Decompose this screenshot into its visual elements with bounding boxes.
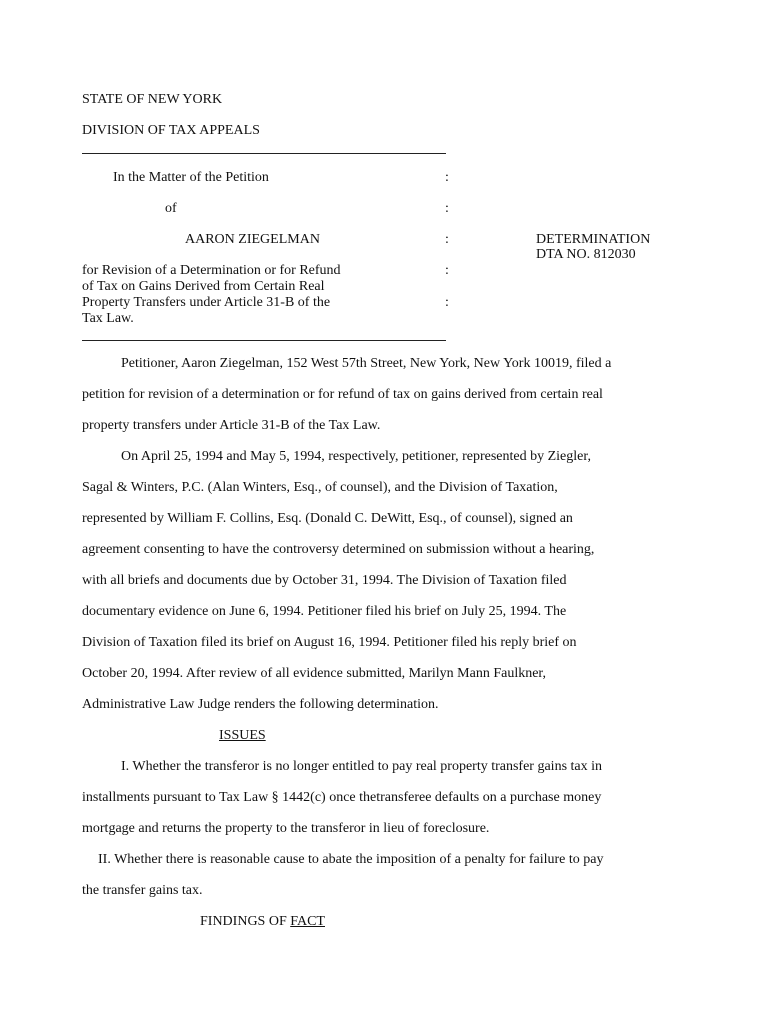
caption-colon: : (445, 295, 449, 310)
paragraph-line: Division of Taxation filed its brief on August 16, 1994. Petitioner filed his reply brief on (82, 635, 577, 650)
paragraph-line: documentary evidence on June 6, 1994. Petitioner filed his brief on July 25, 1994. The (82, 604, 567, 619)
issue-line: I. Whether the transferor is no longer entitled to pay real property transfer gains tax in (121, 759, 603, 774)
caption-matter: In the Matter of the Petition (113, 170, 269, 185)
petitioner-name: AARON ZIEGELMAN (185, 232, 320, 247)
paragraph-line: Petitioner, Aaron Ziegelman, 152 West 57th Street, New York, New York 10019, filed a (121, 356, 612, 371)
caption-colon: : (445, 170, 449, 185)
findings-heading-underlined: FACT (290, 914, 325, 929)
dta-number: DTA NO. 812030 (536, 247, 636, 262)
issue-line: the transfer gains tax. (82, 883, 203, 898)
paragraph-line: property transfers under Article 31-B of the Tax Law. (82, 418, 381, 433)
caption-purpose-line: Property Transfers under Article 31-B of the (82, 295, 331, 310)
caption-colon: : (445, 263, 449, 278)
paragraph-line: petition for revision of a determination or for refund of tax on gains derived from certain real (82, 387, 603, 402)
caption-purpose-line: of Tax on Gains Derived from Certain Real (82, 279, 325, 294)
paragraph-line: On April 25, 1994 and May 5, 1994, respectively, petitioner, represented by Ziegler, (121, 449, 591, 464)
issues-heading: ISSUES (219, 728, 266, 743)
caption-of: of (165, 201, 177, 216)
caption-bottom-rule (82, 340, 446, 341)
caption-colon: : (445, 201, 449, 216)
determination-label: DETERMINATION (536, 232, 651, 247)
state-heading: STATE OF NEW YORK (82, 92, 223, 107)
division-heading: DIVISION OF TAX APPEALS (82, 123, 260, 138)
issue-line: mortgage and returns the property to the transferor in lieu of foreclosure. (82, 821, 490, 836)
caption-colon: : (445, 232, 449, 247)
paragraph-line: Sagal & Winters, P.C. (Alan Winters, Esq., of counsel), and the Division of Taxation, (82, 480, 558, 495)
paragraph-line: Administrative Law Judge renders the following determination. (82, 697, 439, 712)
caption-purpose-line: Tax Law. (82, 311, 134, 326)
issue-line: II. Whether there is reasonable cause to abate the imposition of a penalty for failure to pay (98, 852, 604, 867)
caption-purpose-line: for Revision of a Determination or for Refund (82, 263, 341, 278)
issue-line: installments pursuant to Tax Law § 1442(c) once thetransferee defaults on a purchase money (82, 790, 602, 805)
paragraph-line: agreement consenting to have the controversy determined on submission without a hearing, (82, 542, 595, 557)
caption-top-rule (82, 153, 446, 154)
paragraph-line: represented by William F. Collins, Esq. (Donald C. DeWitt, Esq., of counsel), signed an (82, 511, 573, 526)
paragraph-line: October 20, 1994. After review of all evidence submitted, Marilyn Mann Faulkner, (82, 666, 547, 681)
paragraph-line: with all briefs and documents due by October 31, 1994. The Division of Taxation filed (82, 573, 567, 588)
findings-heading-text: FINDINGS OF (200, 914, 291, 929)
findings-heading (200, 914, 325, 930)
